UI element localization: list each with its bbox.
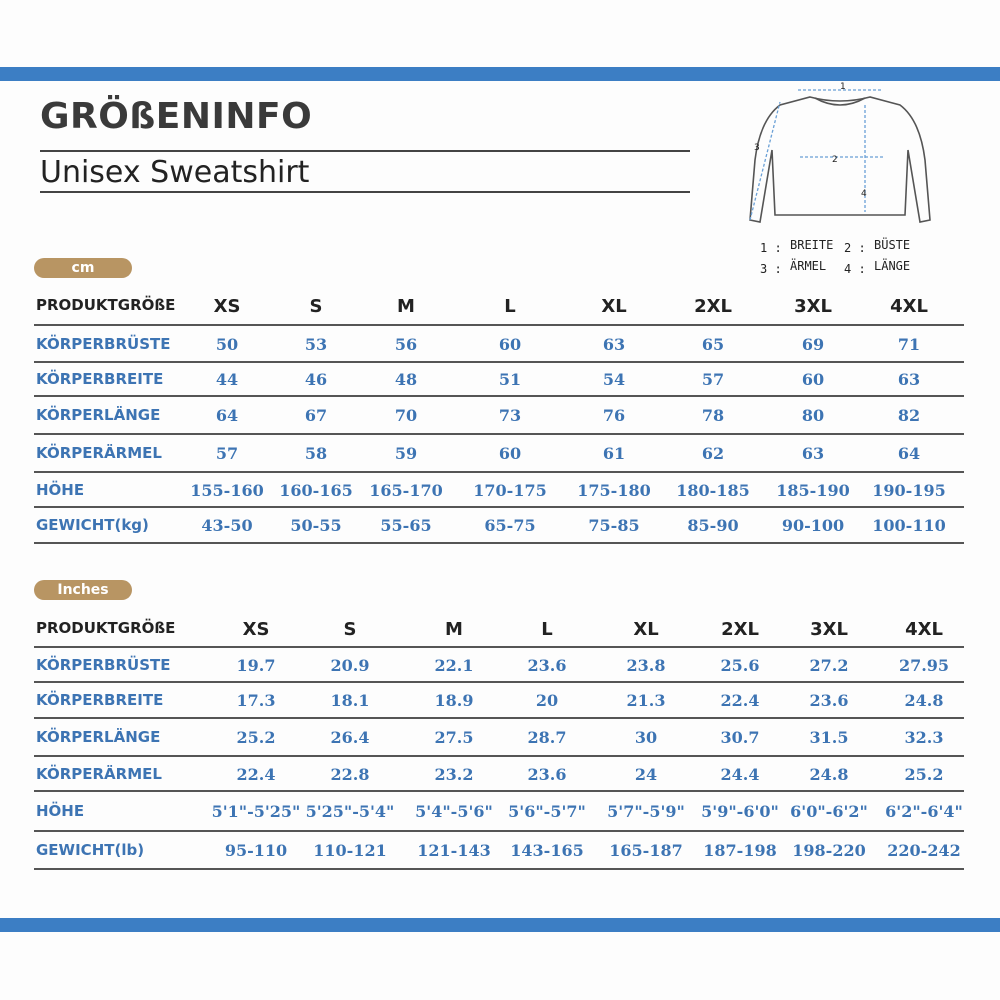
table-cell: 65 bbox=[701, 334, 725, 354]
table-cell: 51 bbox=[498, 370, 522, 389]
table-cell: 23.8 bbox=[626, 655, 666, 675]
table-cell: 6'0"-6'2" bbox=[790, 802, 868, 821]
legend-label-3: ÄRMEL bbox=[790, 259, 827, 273]
row-label: GEWICHT(kg) bbox=[36, 516, 149, 534]
size-header-cell: M bbox=[397, 296, 415, 317]
bottom-accent-band bbox=[0, 918, 1000, 932]
diagram-number-2: 2 bbox=[832, 155, 838, 165]
table-cell: 95-110 bbox=[224, 841, 288, 860]
table-cell: 170-175 bbox=[473, 480, 547, 500]
legend-num-4: 4 : bbox=[844, 262, 866, 276]
table-cell: 55-65 bbox=[380, 516, 432, 535]
table-cell: 50-55 bbox=[290, 516, 342, 535]
row-label: HÖHE bbox=[36, 802, 85, 820]
header-label: PRODUKTGRÖßE bbox=[36, 296, 176, 314]
row-label: KÖRPERÄRMEL bbox=[36, 444, 162, 462]
table-cell: 75-85 bbox=[588, 516, 640, 535]
table-cell: 60 bbox=[498, 334, 522, 354]
table-cell: 26.4 bbox=[330, 728, 370, 747]
table-cell: 6'2"-6'4" bbox=[885, 802, 963, 821]
page-title: GRÖßENINFO bbox=[40, 96, 313, 137]
row-label: KÖRPERÄRMEL bbox=[36, 764, 162, 783]
table-cell: 175-180 bbox=[577, 480, 651, 500]
table-cell: 5'4"-5'6" bbox=[415, 802, 493, 821]
legend-num-1: 1 : bbox=[760, 241, 782, 255]
table-row bbox=[34, 397, 964, 435]
table-cell: 27.95 bbox=[898, 655, 950, 675]
table-cell: 5'1"-5'25" bbox=[211, 802, 301, 821]
row-label: KÖRPERLÄNGE bbox=[36, 728, 161, 746]
table-cell: 23.6 bbox=[527, 655, 567, 675]
table-row bbox=[34, 508, 964, 544]
title-rule bbox=[40, 150, 690, 152]
table-cell: 24.8 bbox=[904, 691, 944, 710]
table-cell: 48 bbox=[394, 370, 418, 389]
row-label: KÖRPERBREITE bbox=[36, 370, 164, 388]
row-label: KÖRPERLÄNGE bbox=[36, 406, 161, 424]
table-cell: 59 bbox=[394, 444, 418, 463]
table-cell: 100-110 bbox=[872, 516, 946, 535]
table-cell: 63 bbox=[801, 444, 825, 463]
table-cell: 165-187 bbox=[609, 841, 683, 860]
row-divider bbox=[34, 542, 964, 544]
row-label: KÖRPERBRÜSTE bbox=[36, 334, 171, 353]
row-label: GEWICHT(lb) bbox=[36, 841, 145, 859]
table-cell: 58 bbox=[304, 444, 328, 463]
size-header-cell: L bbox=[504, 296, 516, 317]
table-cell: 27.5 bbox=[434, 728, 474, 747]
table-cell: 24.8 bbox=[809, 764, 849, 784]
table-row bbox=[34, 435, 964, 473]
table-header-row bbox=[34, 286, 964, 326]
table-cell: 180-185 bbox=[676, 480, 750, 500]
table-cell: 65-75 bbox=[484, 516, 536, 535]
table-cell: 78 bbox=[701, 406, 725, 425]
subtitle-rule bbox=[40, 191, 690, 193]
row-label: HÖHE bbox=[36, 480, 85, 499]
table-cell: 69 bbox=[801, 334, 825, 354]
diagram-number-4: 4 bbox=[861, 189, 867, 199]
size-header-cell: XL bbox=[633, 619, 659, 640]
table-cell: 60 bbox=[498, 444, 522, 463]
table-cell: 56 bbox=[394, 334, 418, 354]
sweatshirt-diagram-icon bbox=[740, 80, 950, 230]
table-cell: 30 bbox=[634, 728, 658, 747]
table-cell: 22.4 bbox=[720, 691, 760, 710]
table-row bbox=[34, 832, 964, 870]
table-cell: 90-100 bbox=[781, 516, 845, 535]
header-label: PRODUKTGRÖßE bbox=[36, 619, 176, 637]
table-row bbox=[34, 326, 964, 363]
table-row bbox=[34, 473, 964, 508]
size-header-cell: L bbox=[541, 619, 553, 640]
table-cell: 21.3 bbox=[626, 691, 666, 710]
table-cell: 198-220 bbox=[792, 841, 866, 860]
table-row bbox=[34, 719, 964, 757]
table-row bbox=[34, 683, 964, 719]
size-header-cell: S bbox=[343, 619, 357, 640]
table-cell: 57 bbox=[215, 444, 239, 463]
table-cell: 64 bbox=[897, 444, 921, 463]
size-header-cell: 3XL bbox=[794, 296, 832, 317]
table-cell: 18.1 bbox=[330, 691, 370, 710]
table-cell: 22.1 bbox=[434, 655, 474, 675]
table-row bbox=[34, 757, 964, 792]
table-row bbox=[34, 792, 964, 832]
table-cell: 24 bbox=[634, 764, 658, 784]
unit-badge-inches: Inches bbox=[34, 580, 132, 600]
table-row bbox=[34, 363, 964, 397]
table-cell: 53 bbox=[304, 334, 328, 354]
table-cell: 110-121 bbox=[313, 841, 387, 860]
table-cell: 63 bbox=[602, 334, 626, 354]
table-cell: 32.3 bbox=[904, 728, 944, 747]
legend-label-1: BREITE bbox=[790, 238, 834, 252]
table-cell: 43-50 bbox=[201, 516, 253, 535]
table-cell: 121-143 bbox=[417, 841, 491, 860]
table-cell: 19.7 bbox=[236, 655, 276, 675]
size-header-cell: 2XL bbox=[721, 619, 759, 640]
product-subtitle: Unisex Sweatshirt bbox=[40, 155, 310, 190]
table-cell: 18.9 bbox=[434, 691, 474, 710]
size-header-cell: M bbox=[445, 619, 463, 640]
table-cell: 165-170 bbox=[369, 480, 443, 500]
table-cell: 190-195 bbox=[872, 480, 946, 500]
row-label: KÖRPERBRÜSTE bbox=[36, 655, 171, 674]
table-cell: 5'6"-5'7" bbox=[508, 802, 586, 821]
table-cell: 76 bbox=[602, 406, 626, 425]
table-cell: 25.2 bbox=[904, 764, 944, 784]
table-cell: 44 bbox=[215, 370, 239, 389]
legend-num-3: 3 : bbox=[760, 262, 782, 276]
size-header-cell: XS bbox=[213, 296, 241, 317]
legend-label-4: LÄNGE bbox=[874, 259, 911, 273]
table-cell: 31.5 bbox=[809, 728, 849, 747]
table-cell: 73 bbox=[498, 406, 522, 425]
table-cell: 70 bbox=[394, 406, 418, 425]
top-accent-band bbox=[0, 67, 1000, 81]
table-cell: 22.4 bbox=[236, 764, 276, 784]
table-cell: 185-190 bbox=[776, 480, 850, 500]
table-cell: 63 bbox=[897, 370, 921, 389]
table-cell: 5'25"-5'4" bbox=[305, 802, 395, 821]
diagram-number-1: 1 bbox=[840, 82, 846, 92]
table-cell: 60 bbox=[801, 370, 825, 389]
table-cell: 143-165 bbox=[510, 841, 584, 860]
table-cell: 85-90 bbox=[687, 516, 739, 535]
table-cell: 20.9 bbox=[330, 655, 370, 675]
table-cell: 46 bbox=[304, 370, 328, 389]
size-header-cell: 2XL bbox=[694, 296, 732, 317]
size-header-cell: 3XL bbox=[810, 619, 848, 640]
table-cell: 187-198 bbox=[703, 841, 777, 860]
row-divider bbox=[34, 868, 964, 870]
legend-num-2: 2 : bbox=[844, 241, 866, 255]
diagram-number-3: 3 bbox=[754, 143, 760, 153]
legend-label-2: BÜSTE bbox=[874, 238, 911, 252]
table-cell: 50 bbox=[215, 334, 239, 354]
table-cell: 62 bbox=[701, 444, 725, 463]
table-cell: 25.6 bbox=[720, 655, 760, 675]
table-cell: 23.2 bbox=[434, 764, 474, 784]
table-header-row bbox=[34, 610, 964, 648]
table-cell: 57 bbox=[701, 370, 725, 389]
table-row bbox=[34, 648, 964, 683]
table-cell: 23.6 bbox=[527, 764, 567, 784]
table-cell: 61 bbox=[602, 444, 626, 463]
table-cell: 67 bbox=[304, 406, 328, 425]
size-header-cell: 4XL bbox=[890, 296, 928, 317]
size-header-cell: XS bbox=[242, 619, 270, 640]
table-cell: 23.6 bbox=[809, 691, 849, 710]
table-cell: 80 bbox=[801, 406, 825, 425]
table-cell: 5'7"-5'9" bbox=[607, 802, 685, 821]
size-header-cell: 4XL bbox=[905, 619, 943, 640]
table-cell: 25.2 bbox=[236, 728, 276, 747]
table-cell: 28.7 bbox=[527, 728, 567, 747]
row-label: KÖRPERBREITE bbox=[36, 691, 164, 709]
size-header-cell: XL bbox=[601, 296, 627, 317]
table-cell: 30.7 bbox=[720, 728, 760, 747]
unit-badge-cm: cm bbox=[34, 258, 132, 278]
table-cell: 24.4 bbox=[720, 764, 760, 784]
table-cell: 64 bbox=[215, 406, 239, 425]
table-cell: 220-242 bbox=[887, 841, 961, 860]
size-header-cell: S bbox=[309, 296, 323, 317]
table-cell: 27.2 bbox=[809, 655, 849, 675]
table-cell: 5'9"-6'0" bbox=[701, 802, 779, 821]
table-cell: 22.8 bbox=[330, 764, 370, 784]
table-cell: 160-165 bbox=[279, 480, 353, 500]
table-cell: 20 bbox=[535, 691, 559, 710]
table-cell: 54 bbox=[602, 370, 626, 389]
table-cell: 155-160 bbox=[190, 480, 264, 500]
table-cell: 71 bbox=[897, 334, 921, 354]
table-cell: 82 bbox=[897, 406, 921, 425]
table-cell: 17.3 bbox=[236, 691, 276, 710]
